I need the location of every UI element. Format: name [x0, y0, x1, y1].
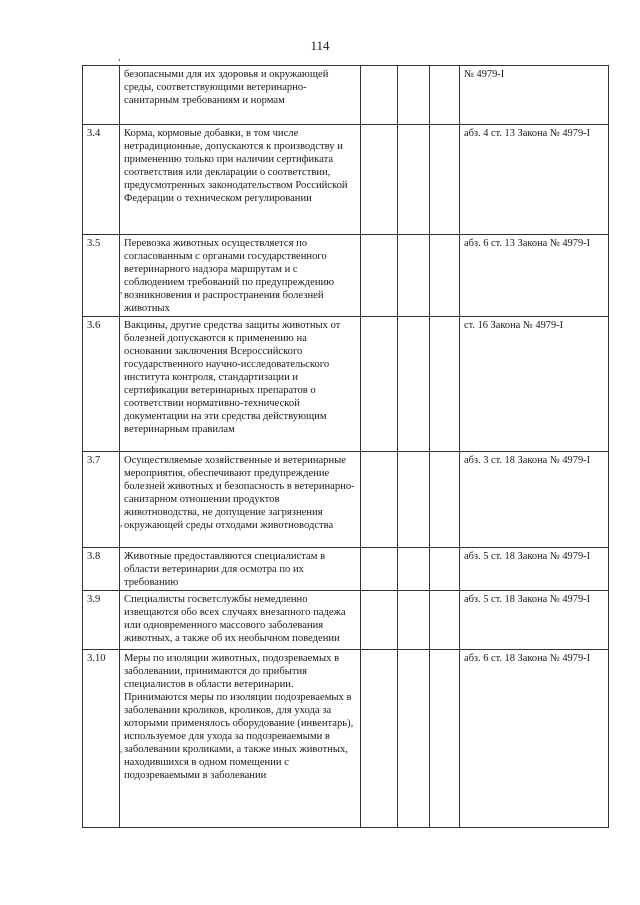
requirements-table-body [83, 66, 609, 828]
empty-cell-3 [430, 235, 460, 317]
requirement-cell [120, 452, 361, 548]
requirement-cell [120, 591, 361, 650]
scan-mark: , [118, 52, 121, 63]
row-number: 3.8 [83, 548, 120, 591]
empty-cell-1 [361, 235, 398, 317]
requirement-text: Вакцины, другие средства защиты животных от болезней допускаются к применению на основании заключения Всероссийского государственного научно-исследовательского института контроля, стандартизации и сертификации ветеринарных препаратов о соответствии нормативно-технической документации на эти средства действующим ветеринарным правилам [124, 320, 341, 435]
row-number: 3.7 [83, 452, 120, 548]
requirement-text: Осуществляемые хозяйственные и ветеринарные мероприятия, обеспечивают предупреждение болезней животных и безопасность в ветеринарно-санитарном отношении продуктов животноводства, не допущение загрязнения окружающей среды отходами животноводства [124, 455, 355, 531]
legal-reference: абз. 4 ст. 13 Закона № 4979-I [460, 125, 609, 235]
requirement-text: Специалисты госветслужбы немедленно извещаются обо всех случаях внезапного падежа или одновременного массового заболевания животных, а также об их необычном поведении [124, 594, 346, 644]
empty-cell-2 [398, 125, 430, 235]
table-row [83, 235, 609, 317]
table-row [83, 452, 609, 548]
legal-reference: абз. 5 ст. 18 Закона № 4979-I [460, 548, 609, 591]
empty-cell-2 [398, 66, 430, 125]
empty-cell-1 [361, 66, 398, 125]
table-row [83, 548, 609, 591]
empty-cell-3 [430, 591, 460, 650]
row-number: 3.9 [83, 591, 120, 650]
empty-cell-2 [398, 317, 430, 452]
empty-cell-2 [398, 650, 430, 828]
empty-cell-3 [430, 66, 460, 125]
requirement-text: Меры по изоляции животных, подозреваемых в заболевании, принимаются до прибытия специалистов в области ветеринарии. [124, 653, 340, 690]
empty-cell-1 [361, 317, 398, 452]
empty-cell-3 [430, 317, 460, 452]
empty-cell-1 [361, 650, 398, 828]
requirement-cell [120, 235, 361, 317]
empty-cell-1 [361, 452, 398, 548]
empty-cell-3 [430, 548, 460, 591]
empty-cell-3 [430, 650, 460, 828]
requirement-cell [120, 548, 361, 591]
legal-reference: абз. 3 ст. 18 Закона № 4979-I [460, 452, 609, 548]
table-row [83, 650, 609, 828]
requirement-text: Корма, кормовые добавки, в том числе нетрадиционные, допускаются к производству и применению только при наличии сертификата соответствия или декларации о соответствии, предусмотренных законодательством Российской Федерации о техническом регулировании [124, 128, 348, 204]
requirement-text: Перевозка животных осуществляется по согласованным с органами государственного ветеринарного надзора маршрутам и с соблюдением требований по предупреждению возникновения и распространения болезней животных [124, 238, 335, 314]
legal-reference: абз. 6 ст. 18 Закона № 4979-I [460, 650, 609, 828]
row-number: 3.10 [83, 650, 120, 828]
empty-cell-3 [430, 125, 460, 235]
requirement-text: Животные предоставляются специалистам в области ветеринарии для осмотра по их требованию [124, 551, 326, 588]
empty-cell-2 [398, 591, 430, 650]
page-number: 114 [310, 38, 330, 53]
requirements-table [82, 65, 609, 828]
requirement-cell [120, 66, 361, 125]
table-row [83, 317, 609, 452]
requirement-cell [120, 125, 361, 235]
requirement-cell [120, 650, 361, 828]
row-number: 3.5 [83, 235, 120, 317]
legal-reference: абз. 5 ст. 18 Закона № 4979-I [460, 591, 609, 650]
empty-cell-1 [361, 591, 398, 650]
empty-cell-2 [398, 235, 430, 317]
empty-cell-2 [398, 548, 430, 591]
row-number: 3.6 [83, 317, 120, 452]
scan-mark: , [120, 285, 123, 296]
scan-mark: , [120, 518, 123, 529]
empty-cell-2 [398, 452, 430, 548]
empty-cell-1 [361, 125, 398, 235]
empty-cell-1 [361, 548, 398, 591]
row-number [83, 66, 120, 125]
legal-reference: ст. 16 Закона № 4979-I [460, 317, 609, 452]
requirement-text: Принимаются меры по изоляции подозреваемых в заболевании кроликов, кроликов, для ухода за которыми применялось оборудование (инвентарь), используемое для ухода за подозреваемыми в заболевании кроликами, а также иных животных, находившихся в одном помещении с подозреваемыми в заболевании [124, 692, 354, 781]
empty-cell-3 [430, 452, 460, 548]
requirement-cell [120, 317, 361, 452]
legal-reference: абз. 6 ст. 13 Закона № 4979-I [460, 235, 609, 317]
legal-reference: № 4979-I [460, 66, 609, 125]
scan-mark: , [120, 744, 123, 755]
requirement-text: безопасными для их здоровья и окружающей среды, соответствующими ветеринарно-санитарным требованиям и нормам [124, 69, 329, 106]
row-number: 3.4 [83, 125, 120, 235]
table-row [83, 125, 609, 235]
table-row [83, 66, 609, 125]
table-row [83, 591, 609, 650]
